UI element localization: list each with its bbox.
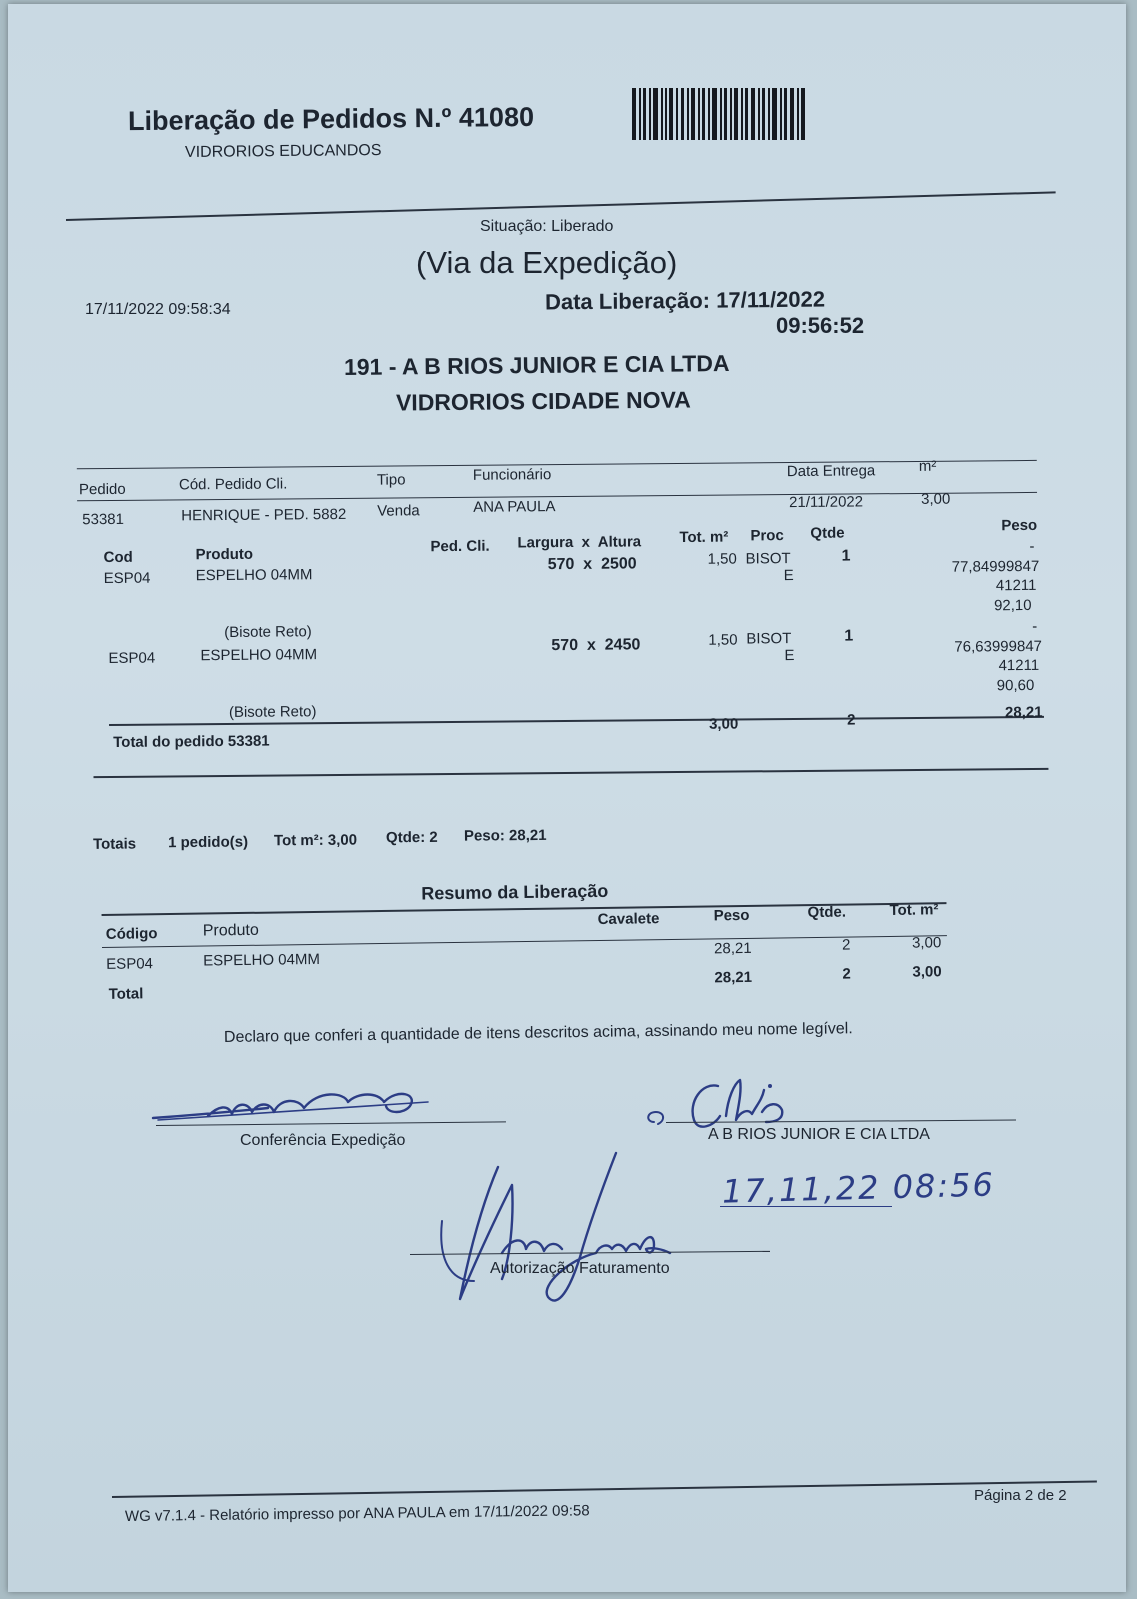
expedicao-label: Conferência Expedição <box>240 1132 406 1149</box>
summary-row-codigo: ESP04 <box>106 955 154 973</box>
item-col-tot: Tot. m² <box>679 528 729 547</box>
faturamento-label: Autorização Faturamento <box>490 1260 670 1277</box>
item-1-produto: ESPELHO 04MM <box>195 566 313 585</box>
item-2-proc: BISOT <box>746 630 792 648</box>
summary-col-produto: Produto <box>202 921 259 940</box>
order-total-tot: 3,00 <box>708 715 739 733</box>
item-2-peso-total: 90,60 <box>996 676 1035 695</box>
document-title: Liberação de Pedidos N.º 41080 <box>127 101 535 137</box>
summary-row-qtde: 2 <box>841 936 851 954</box>
item-1-dimensoes: 570 x 2500 <box>547 555 637 574</box>
col-m2: m² <box>918 457 937 475</box>
handwritten-date-underline <box>720 1206 892 1207</box>
item-1-tot: 1,50 <box>707 550 737 568</box>
order-funcionario: ANA PAULA <box>473 498 556 516</box>
issuer-name: VIDRORIOS EDUCANDOS <box>184 141 382 162</box>
footer-rule <box>112 1481 1097 1498</box>
summary-row-produto: ESPELHO 04MM <box>203 950 321 970</box>
item-2-note: (Bisote Reto) <box>228 703 317 721</box>
item-1-peso-dash: - <box>1029 537 1035 555</box>
item-2-peso: 76,63999847 <box>954 637 1043 656</box>
client-store: VIDRORIOS CIDADE NOVA <box>395 386 691 416</box>
client-name: 191 - A B RIOS JUNIOR E CIA LTDA <box>343 349 730 381</box>
item-2-qtde: 1 <box>844 627 854 645</box>
release-date: Data Liberação: 17/11/2022 <box>544 286 826 315</box>
col-cod-cli: Cód. Pedido Cli. <box>178 475 288 494</box>
summary-col-qtde: Qtde. <box>807 903 847 922</box>
printed-timestamp: 17/11/2022 09:58:34 <box>85 301 231 318</box>
summary-total-qtde: 2 <box>842 965 851 983</box>
summary-col-cavalete: Cavalete <box>597 910 660 929</box>
item-1-peso-code: 41211 <box>995 576 1037 595</box>
copy-label: (Via da Expedição) <box>416 245 678 280</box>
summary-row-tot: 3,00 <box>911 934 942 952</box>
summary-total-tot: 3,00 <box>912 963 942 981</box>
item-col-produto: Produto <box>195 545 254 564</box>
summary-table <box>8 4 1126 1031</box>
item-2-tot: 1,50 <box>708 631 738 649</box>
faturamento-signature <box>440 1149 690 1319</box>
item-2-dimensoes: 570 x 2450 <box>551 636 641 655</box>
expedicao-signature <box>148 1084 438 1134</box>
item-col-qtde: Qtde <box>810 524 845 542</box>
order-m2: 3,00 <box>921 490 951 508</box>
totals-m2: Tot m²: 3,00 <box>273 831 358 850</box>
summary-total-label: Total <box>108 985 144 1003</box>
item-2-peso-dash: - <box>1032 617 1038 635</box>
item-2-cod: ESP04 <box>108 649 156 668</box>
item-1-cod: ESP04 <box>103 569 151 588</box>
col-tipo: Tipo <box>376 471 406 489</box>
order-tipo: Venda <box>377 502 420 520</box>
item-2-produto: ESPELHO 04MM <box>200 646 318 665</box>
summary-total-peso: 28,21 <box>714 968 753 987</box>
item-col-proc: Proc <box>750 527 784 545</box>
order-cod-cli: HENRIQUE - PED. 5882 <box>181 505 347 525</box>
summary-row-peso: 28,21 <box>713 939 752 958</box>
summary-col-tot: Tot. m² <box>889 901 939 919</box>
item-col-peso: Peso <box>1001 516 1038 535</box>
totals-qtde: Qtde: 2 <box>385 828 438 847</box>
totals-pedidos: 1 pedido(s) <box>167 833 249 852</box>
client-signature-label: A B RIOS JUNIOR E CIA LTDA <box>708 1126 930 1143</box>
item-2-peso-code: 41211 <box>998 656 1040 675</box>
order-total-qtde: 2 <box>846 711 856 729</box>
summary-col-peso: Peso <box>713 906 750 925</box>
item-2-proc-cont: E <box>784 647 795 665</box>
summary-col-codigo: Código <box>105 925 158 943</box>
item-col-ped-cli: Ped. Cli. <box>430 537 490 556</box>
item-1-qtde: 1 <box>841 547 851 565</box>
document-page <box>8 4 1126 1592</box>
item-1-proc-cont: E <box>783 567 794 585</box>
item-col-cod: Cod <box>103 548 133 567</box>
totals-label: Totais <box>92 835 137 853</box>
item-1-proc: BISOT <box>745 550 791 568</box>
item-1-note: (Bisote Reto) <box>224 623 312 642</box>
totals-peso: Peso: 28,21 <box>463 826 547 845</box>
order-data-entrega: 21/11/2022 <box>789 493 864 512</box>
status-label: Situação: Liberado <box>480 218 614 235</box>
item-1-peso-total: 92,10 <box>993 596 1032 615</box>
order-total-label: Total do pedido 53381 <box>113 732 270 751</box>
item-1-peso: 77,84999847 <box>951 557 1040 576</box>
footer-page-number: Página 2 de 2 <box>974 1487 1067 1504</box>
handwritten-date: 17,11,22 08:56 <box>721 1165 996 1211</box>
declaration-text: Declaro que conferi a quantidade de itens descritos acima, assinando meu nome legível. <box>223 1020 853 1046</box>
release-time: 09:56:52 <box>776 313 865 338</box>
footer-printed-by: WG v7.1.4 - Relatório impresso por ANA PAULA em 17/11/2022 09:58 <box>124 1502 590 1525</box>
order-pedido: 53381 <box>82 510 125 529</box>
order-total-peso: 28,21 <box>1004 703 1043 722</box>
col-pedido: Pedido <box>78 480 126 499</box>
col-data-entrega: Data Entrega <box>786 462 876 481</box>
summary-title: Resumo da Liberação <box>421 880 609 904</box>
item-col-dimensoes: Largura x Altura <box>517 533 642 552</box>
col-funcionario: Funcionário <box>472 466 552 484</box>
